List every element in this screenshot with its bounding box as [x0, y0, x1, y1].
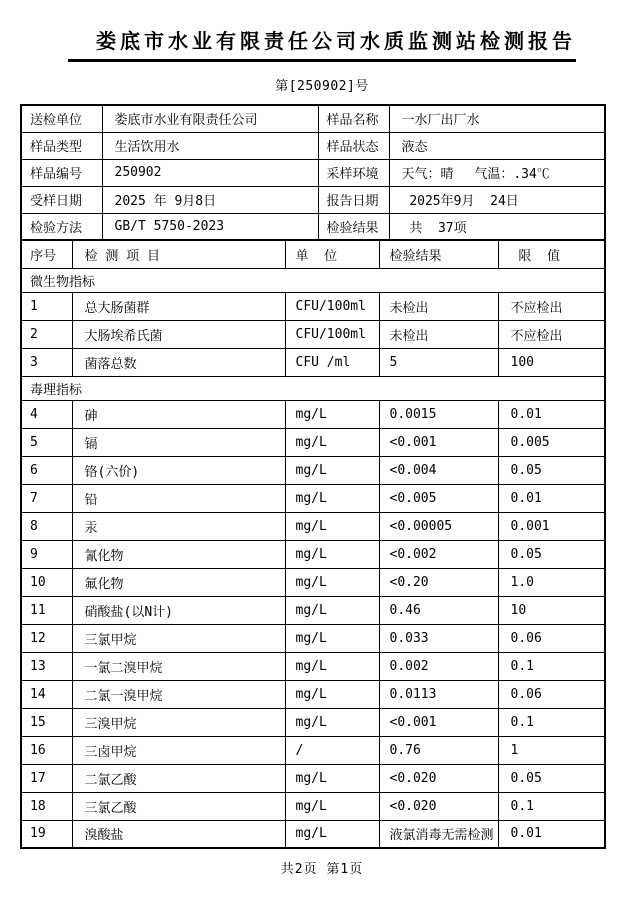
info-cell-label1: 受样日期: [21, 186, 102, 213]
info-cell-label2: 样品名称: [318, 105, 389, 132]
cell-unit: mg/L: [285, 764, 379, 792]
result-row: [21, 568, 605, 596]
cell-no: 18: [21, 792, 72, 820]
cell-item: 二氯乙酸: [72, 764, 285, 792]
result-row: [21, 484, 605, 512]
info-table-row: [21, 186, 605, 213]
section-label: 微生物指标: [21, 268, 605, 292]
cell-result: <0.002: [379, 540, 498, 568]
cell-unit: mg/L: [285, 792, 379, 820]
result-row: [21, 456, 605, 484]
info-cell-label1: 样品类型: [21, 132, 102, 159]
cell-unit: CFU /ml: [285, 348, 379, 376]
result-row: [21, 540, 605, 568]
cell-result: 液氯消毒无需检测: [379, 820, 498, 848]
cell-unit: mg/L: [285, 568, 379, 596]
cell-result: 0.76: [379, 736, 498, 764]
result-row: [21, 292, 605, 320]
cell-unit: mg/L: [285, 680, 379, 708]
cell-no: 9: [21, 540, 72, 568]
cell-item: 镉: [72, 428, 285, 456]
cell-limit: 0.05: [498, 456, 605, 484]
cell-unit: mg/L: [285, 820, 379, 848]
info-cell-value1: GB/T 5750-2023: [102, 213, 318, 240]
cell-no: 13: [21, 652, 72, 680]
info-cell-value1: 生活饮用水: [102, 132, 318, 159]
cell-no: 3: [21, 348, 72, 376]
cell-result: 0.46: [379, 596, 498, 624]
page-title: 娄底市水业有限责任公司水质监测站检测报告: [68, 31, 576, 62]
info-cell-label1: 送检单位: [21, 105, 102, 132]
cell-unit: mg/L: [285, 512, 379, 540]
cell-item: 砷: [72, 400, 285, 428]
result-row: [21, 624, 605, 652]
info-cell-label2: 检验结果: [318, 213, 389, 240]
cell-item: 氰化物: [72, 540, 285, 568]
cell-no: 12: [21, 624, 72, 652]
cell-no: 8: [21, 512, 72, 540]
info-table-row: [21, 159, 605, 186]
cell-no: 2: [21, 320, 72, 348]
cell-item: 三氯甲烷: [72, 624, 285, 652]
section-row: [21, 268, 605, 292]
cell-no: 5: [21, 428, 72, 456]
cell-result: <0.020: [379, 764, 498, 792]
cell-result: <0.001: [379, 708, 498, 736]
cell-no: 11: [21, 596, 72, 624]
info-cell-label2: 报告日期: [318, 186, 389, 213]
cell-limit: 不应检出: [498, 320, 605, 348]
cell-no: 16: [21, 736, 72, 764]
cell-result: 0.033: [379, 624, 498, 652]
title-wrap: [0, 0, 644, 62]
cell-item: 三氯乙酸: [72, 792, 285, 820]
cell-item: 铬(六价): [72, 456, 285, 484]
cell-unit: CFU/100ml: [285, 320, 379, 348]
column-header: 检 测 项 目: [72, 240, 285, 268]
main-table-body: [21, 240, 605, 848]
cell-no: 19: [21, 820, 72, 848]
cell-result: <0.001: [379, 428, 498, 456]
column-header: 检验结果: [379, 240, 498, 268]
cell-unit: mg/L: [285, 652, 379, 680]
info-cell-value2: 液态: [389, 132, 605, 159]
cell-item: 铅: [72, 484, 285, 512]
cell-unit: mg/L: [285, 456, 379, 484]
result-row: [21, 320, 605, 348]
result-row: [21, 512, 605, 540]
info-table-row: [21, 132, 605, 159]
column-header: 单 位: [285, 240, 379, 268]
cell-result: 未检出: [379, 320, 498, 348]
info-table-body: [21, 105, 605, 240]
cell-result: 0.0113: [379, 680, 498, 708]
result-row: [21, 820, 605, 848]
cell-limit: 0.06: [498, 680, 605, 708]
info-table-row: [21, 105, 605, 132]
result-row: [21, 348, 605, 376]
cell-item: 三溴甲烷: [72, 708, 285, 736]
cell-limit: 0.1: [498, 708, 605, 736]
cell-limit: 0.1: [498, 652, 605, 680]
cell-limit: 1: [498, 736, 605, 764]
cell-item: 大肠埃希氏菌: [72, 320, 285, 348]
cell-limit: 0.005: [498, 428, 605, 456]
cell-result: 5: [379, 348, 498, 376]
cell-item: 总大肠菌群: [72, 292, 285, 320]
cell-limit: 100: [498, 348, 605, 376]
info-cell-value2: 2025年9月 24日: [389, 186, 605, 213]
info-cell-label1: 样品编号: [21, 159, 102, 186]
cell-result: <0.20: [379, 568, 498, 596]
cell-result: 0.002: [379, 652, 498, 680]
cell-item: 溴酸盐: [72, 820, 285, 848]
result-row: [21, 764, 605, 792]
result-row: [21, 652, 605, 680]
cell-result: <0.004: [379, 456, 498, 484]
result-row: [21, 736, 605, 764]
section-label: 毒理指标: [21, 376, 605, 400]
cell-limit: 0.05: [498, 764, 605, 792]
cell-result: <0.00005: [379, 512, 498, 540]
cell-item: 一氯二溴甲烷: [72, 652, 285, 680]
report-number: 第[250902]号: [275, 79, 369, 94]
result-row: [21, 428, 605, 456]
cell-no: 17: [21, 764, 72, 792]
info-cell-value1: 娄底市水业有限责任公司: [102, 105, 318, 132]
result-row: [21, 792, 605, 820]
cell-item: 三卤甲烷: [72, 736, 285, 764]
cell-limit: 0.01: [498, 400, 605, 428]
result-row: [21, 680, 605, 708]
info-cell-label2: 样品状态: [318, 132, 389, 159]
cell-item: 汞: [72, 512, 285, 540]
cell-no: 4: [21, 400, 72, 428]
cell-result: 0.0015: [379, 400, 498, 428]
cell-unit: mg/L: [285, 484, 379, 512]
info-cell-value2: 一水厂出厂水: [389, 105, 605, 132]
cell-result: <0.020: [379, 792, 498, 820]
info-cell-value1: 250902: [102, 159, 318, 186]
result-row: [21, 596, 605, 624]
info-cell-label1: 检验方法: [21, 213, 102, 240]
info-cell-label2: 采样环境: [318, 159, 389, 186]
cell-no: 1: [21, 292, 72, 320]
cell-item: 氟化物: [72, 568, 285, 596]
info-cell-value2: 共 37项: [389, 213, 605, 240]
section-row: [21, 376, 605, 400]
cell-limit: 1.0: [498, 568, 605, 596]
cell-limit: 0.06: [498, 624, 605, 652]
cell-item: 菌落总数: [72, 348, 285, 376]
cell-unit: /: [285, 736, 379, 764]
sample-info-table: [20, 104, 606, 241]
results-table: [20, 239, 606, 849]
main-table-header-row: [21, 240, 605, 268]
cell-limit: 0.01: [498, 820, 605, 848]
result-row: [21, 708, 605, 736]
cell-unit: mg/L: [285, 400, 379, 428]
cell-no: 10: [21, 568, 72, 596]
result-row: [21, 400, 605, 428]
cell-result: <0.005: [379, 484, 498, 512]
cell-no: 6: [21, 456, 72, 484]
info-table-row: [21, 213, 605, 240]
cell-unit: mg/L: [285, 428, 379, 456]
cell-unit: mg/L: [285, 708, 379, 736]
cell-limit: 0.001: [498, 512, 605, 540]
cell-result: 未检出: [379, 292, 498, 320]
cell-limit: 0.1: [498, 792, 605, 820]
cell-item: 硝酸盐(以N计): [72, 596, 285, 624]
cell-unit: mg/L: [285, 596, 379, 624]
cell-unit: mg/L: [285, 540, 379, 568]
cell-item: 二氯一溴甲烷: [72, 680, 285, 708]
cell-no: 7: [21, 484, 72, 512]
info-cell-value2: 天气：晴 气温：.34℃: [389, 159, 605, 186]
column-header: 限 值: [498, 240, 605, 268]
cell-unit: mg/L: [285, 624, 379, 652]
cell-no: 14: [21, 680, 72, 708]
cell-limit: 不应检出: [498, 292, 605, 320]
cell-limit: 10: [498, 596, 605, 624]
cell-no: 15: [21, 708, 72, 736]
cell-limit: 0.01: [498, 484, 605, 512]
column-header: 序号: [21, 240, 72, 268]
cell-unit: CFU/100ml: [285, 292, 379, 320]
info-cell-value1: 2025 年 9月8日: [102, 186, 318, 213]
cell-limit: 0.05: [498, 540, 605, 568]
page-footer: 共2页 第1页: [280, 862, 364, 877]
